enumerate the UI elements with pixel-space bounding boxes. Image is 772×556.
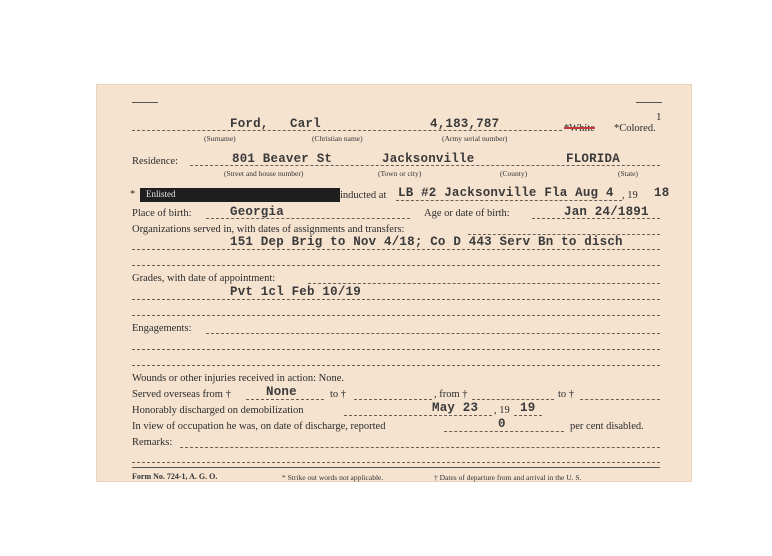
service-record-card bbox=[96, 84, 692, 482]
engagements-line-3 bbox=[132, 365, 660, 366]
disability-label: In view of occupation he was, on date of discharge, reported bbox=[132, 421, 386, 432]
discharge-year-prefix: , 19 bbox=[494, 405, 510, 416]
inducted-line bbox=[396, 200, 622, 201]
grades-line-3 bbox=[132, 315, 660, 316]
overseas-value: None bbox=[266, 385, 297, 399]
caption-state: (State) bbox=[618, 169, 638, 178]
caption-street: (Street and house number) bbox=[224, 169, 304, 178]
remarks-label: Remarks: bbox=[132, 437, 173, 448]
caption-surname: (Surname) bbox=[204, 134, 236, 143]
surname-value: Ford, bbox=[230, 117, 269, 131]
disability-value: 0 bbox=[498, 417, 506, 431]
engagements-line-1 bbox=[206, 333, 660, 334]
overseas-from-line bbox=[246, 399, 324, 400]
caption-serial-number: (Army serial number) bbox=[442, 134, 508, 143]
disability-line bbox=[444, 431, 564, 432]
caption-town: (Town or city) bbox=[378, 169, 422, 178]
serial-number-value: 4,183,787 bbox=[430, 117, 500, 131]
overseas-from-label: , from † bbox=[434, 389, 468, 400]
birth-date-value: Jan 24/1891 bbox=[564, 205, 649, 219]
grades-value: Pvt 1cl Feb 10/19 bbox=[230, 285, 361, 299]
engagements-line-2 bbox=[132, 349, 660, 350]
organizations-label: Organizations served in, with dates of assignments and transfers: bbox=[132, 224, 405, 235]
enlisted-redacted-text: Enlisted bbox=[146, 189, 176, 199]
discharge-year-line bbox=[514, 415, 542, 416]
inducted-year-value: 18 bbox=[654, 186, 670, 200]
discharge-line bbox=[344, 415, 492, 416]
residence-line bbox=[190, 165, 660, 166]
birth-date-label: Age or date of birth: bbox=[424, 208, 510, 219]
overseas-to-label: to † bbox=[330, 389, 347, 400]
remarks-line-2 bbox=[132, 462, 660, 463]
discharge-label: Honorably discharged on demobilization bbox=[132, 405, 304, 416]
name-line bbox=[132, 130, 562, 131]
street-value: 801 Beaver St bbox=[232, 152, 333, 166]
inducted-year-prefix: , 19 bbox=[622, 190, 638, 201]
caption-county: (County) bbox=[500, 169, 528, 178]
overseas-to-line-2 bbox=[580, 399, 660, 400]
organizations-line-2 bbox=[132, 249, 660, 250]
footnote-dates: † Dates of departure from and arrival in the U. S. bbox=[434, 473, 582, 482]
race-colored: *Colored. bbox=[614, 123, 656, 134]
christian-name-value: Carl bbox=[290, 117, 321, 131]
overseas-from-line-2 bbox=[472, 399, 554, 400]
footnote-strike: * Strike out words not applicable. bbox=[282, 473, 384, 482]
remarks-line-1 bbox=[180, 447, 660, 448]
race-white: *White bbox=[564, 123, 595, 134]
disability-suffix: per cent disabled. bbox=[570, 421, 644, 432]
town-value: Jacksonville bbox=[382, 152, 475, 166]
inducted-at-value: LB #2 Jacksonville Fla Aug 4 bbox=[398, 186, 614, 200]
birth-date-line bbox=[532, 218, 660, 219]
inducted-label: inducted at bbox=[340, 190, 387, 201]
top-left-rule bbox=[132, 102, 158, 103]
grades-line-2 bbox=[132, 299, 660, 300]
engagements-label: Engagements: bbox=[132, 323, 192, 334]
form-number: Form No. 724-1, A. G. O. bbox=[132, 472, 218, 481]
state-value: FLORIDA bbox=[566, 152, 620, 166]
enlisted-star: * bbox=[130, 189, 136, 200]
card-number: 1 bbox=[656, 111, 662, 123]
birth-place-value: Georgia bbox=[230, 205, 284, 219]
wounds-label: Wounds or other injuries received in action: None. bbox=[132, 373, 345, 384]
caption-christian-name: (Christian name) bbox=[312, 134, 363, 143]
footer-rule bbox=[132, 467, 660, 468]
grades-label: Grades, with date of appointment: bbox=[132, 273, 276, 284]
organizations-line-3 bbox=[132, 265, 660, 266]
organizations-value: 151 Dep Brig to Nov 4/18; Co D 443 Serv Bn to disch bbox=[230, 235, 623, 249]
birth-place-line bbox=[206, 218, 410, 219]
overseas-to-label-2: to † bbox=[558, 389, 575, 400]
discharge-year-value: 19 bbox=[520, 401, 536, 415]
discharge-date-value: May 23 bbox=[432, 401, 479, 415]
overseas-to-line bbox=[354, 399, 432, 400]
grades-line-1 bbox=[308, 283, 660, 284]
birth-place-label: Place of birth: bbox=[132, 208, 192, 219]
overseas-label: Served overseas from † bbox=[132, 389, 231, 400]
residence-label: Residence: bbox=[132, 156, 179, 167]
top-right-rule bbox=[636, 102, 662, 103]
